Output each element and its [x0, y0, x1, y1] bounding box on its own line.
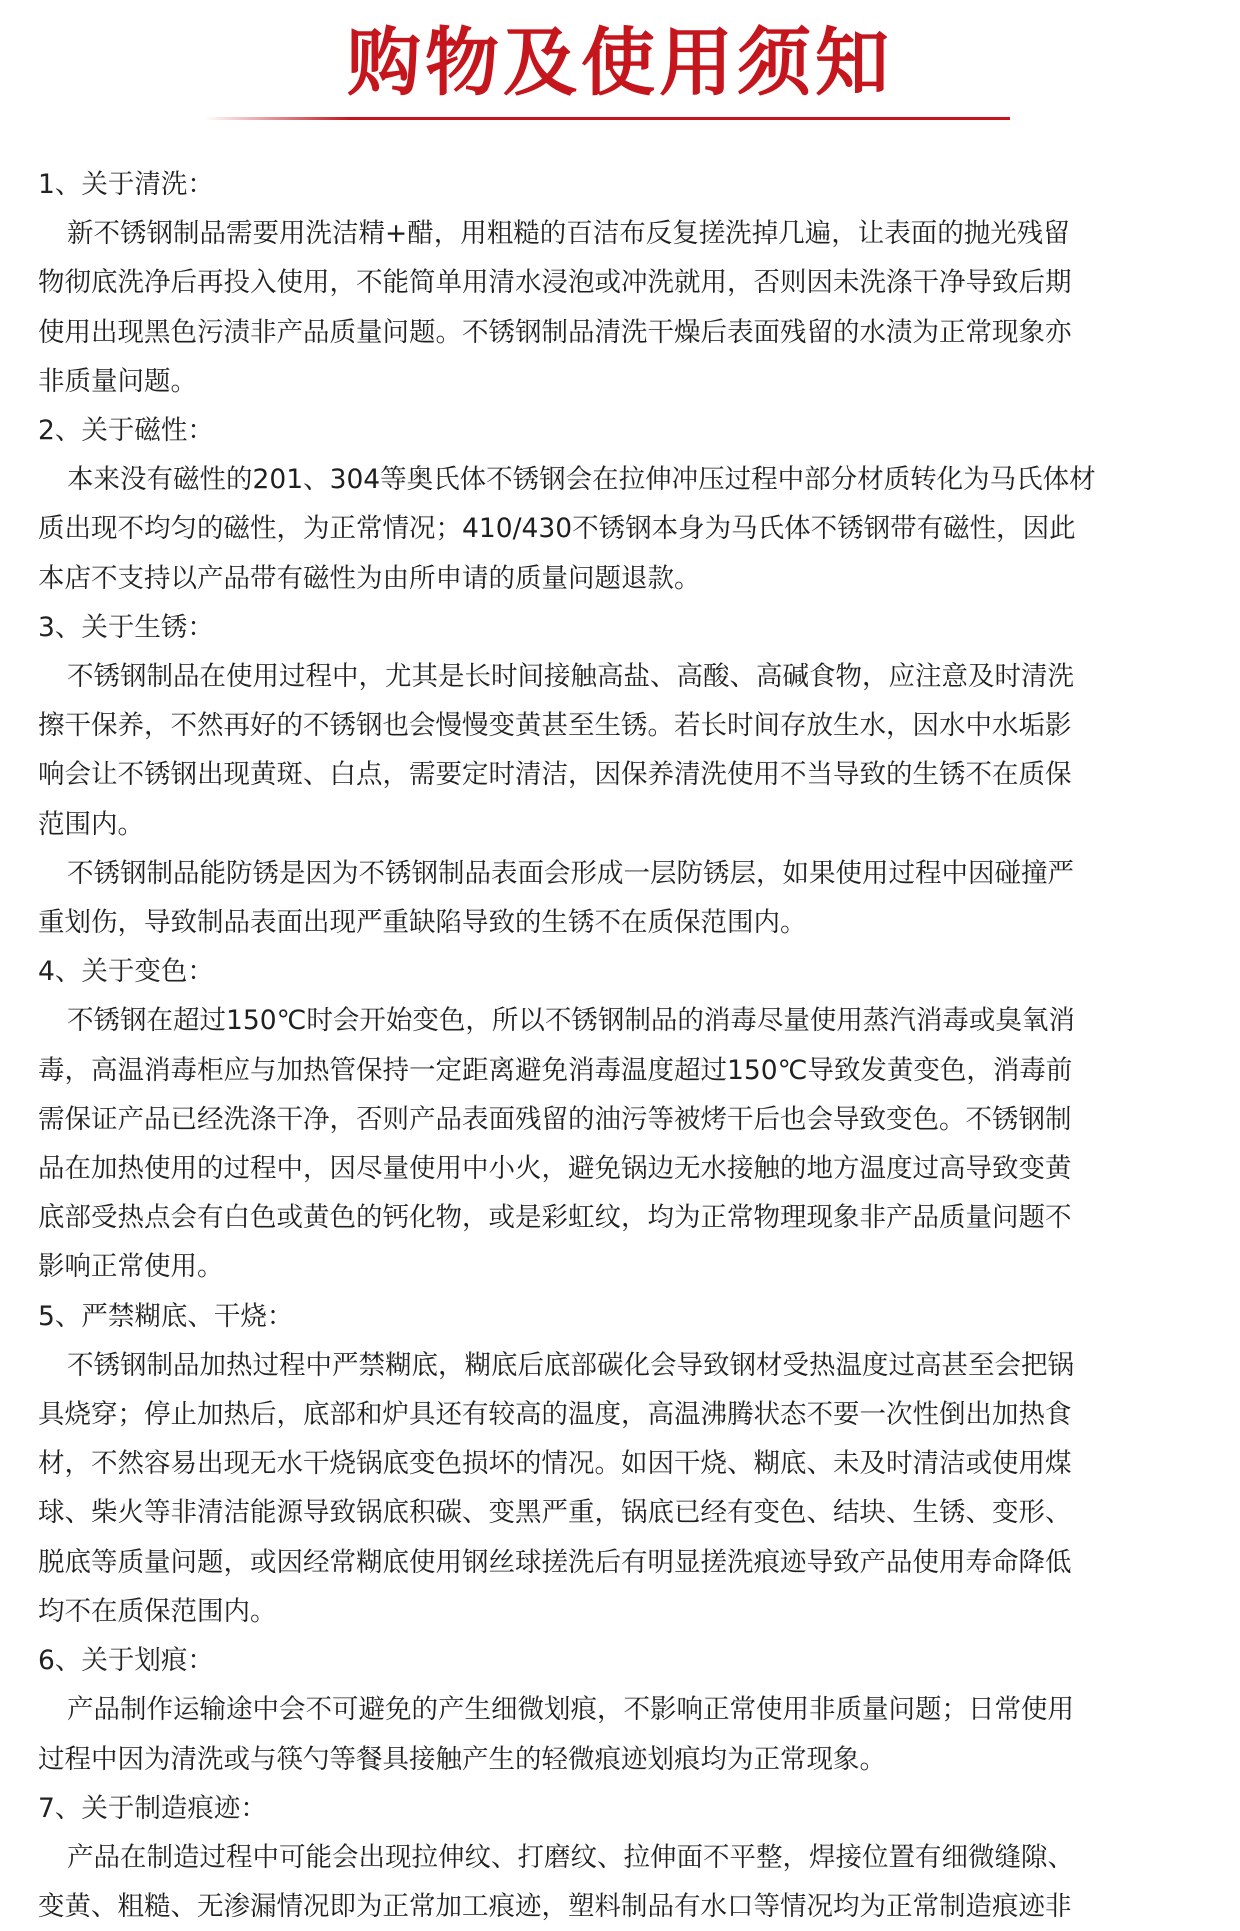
section-cleaning [38, 160, 1198, 406]
section-paragraph [38, 1685, 1198, 1783]
page-title: 购物及使用须知 [347, 20, 893, 106]
paragraph-line: 过程中因为清洗或与筷勺等餐具接触产生的轻微痕迹划痕均为正常现象。 [38, 1743, 886, 1775]
paragraph-line: 产品制作运输途中会不可避免的产生细微划痕，不影响正常使用非质量问题；日常使用 [67, 1694, 1074, 1726]
paragraph-line: 不锈钢制品加热过程中严禁糊底，糊底后底部碳化会导致钢材受热温度过高甚至会把锅 [67, 1349, 1074, 1381]
paragraph-line: 不锈钢制品能防锈是因为不锈钢制品表面会形成一层防锈层，如果使用过程中因碰撞严 [67, 857, 1074, 889]
paragraph-line: 球、柴火等非清洁能源导致锅底积碳、变黑严重，锅底已经有变色、结块、生锈、变形、 [38, 1497, 1072, 1529]
paragraph-line: 本店不支持以产品带有磁性为由所申请的质量问题退款。 [38, 562, 701, 594]
section-heading: 2、关于磁性： [38, 415, 214, 447]
section-heading: 6、关于划痕： [38, 1645, 214, 1677]
paragraph-line: 影响正常使用。 [38, 1251, 224, 1283]
section-discoloration [38, 947, 1198, 1291]
section-heading: 4、关于变色： [38, 956, 214, 988]
paragraph-line: 底部受热点会有白色或黄色的钙化物，或是彩虹纹，均为正常物理现象非产品质量问题不 [38, 1202, 1072, 1234]
paragraph-line: 响会让不锈钢出现黄斑、白点，需要定时清洁，因保养清洗使用不当导致的生锈不在质保 [38, 759, 1072, 791]
paragraph-line: 质出现不均匀的磁性，为正常情况；410/430不锈钢本身为马氏体不锈钢带有磁性，因此 [38, 513, 1076, 545]
section-heading: 1、关于清洗： [38, 169, 214, 200]
paragraph-line: 新不锈钢制品需要用洗洁精+醋，用粗糙的百洁布反复搓洗掉几遍，让表面的抛光残留 [67, 218, 1070, 250]
paragraph-line: 脱底等质量问题，或因经常糊底使用钢丝球搓洗后有明显搓洗痕迹导致产品使用寿命降低 [38, 1546, 1072, 1578]
section-heading: 5、严禁糊底、干烧： [38, 1300, 294, 1332]
section-paragraph [38, 455, 1198, 603]
section-paragraph [38, 996, 1198, 1291]
section-no-dry-burning [38, 1292, 1198, 1636]
paragraph-line: 产品在制造过程中可能会出现拉伸纹、打磨纹、拉伸面不平整，焊接位置有细微缝隙、 [67, 1841, 1074, 1873]
section-magnetism [38, 406, 1198, 603]
notice-content [38, 160, 1198, 1931]
section-paragraph [38, 1341, 1198, 1636]
paragraph-line: 本来没有磁性的201、304等奥氏体不锈钢会在拉伸冲压过程中部分材质转化为马氏体材 [67, 464, 1096, 496]
section-scratches [38, 1636, 1198, 1784]
paragraph-line: 范围内。 [38, 808, 144, 840]
paragraph-line: 非质量问题。 [38, 365, 197, 397]
paragraph-line: 使用出现黑色污渍非产品质量问题。不锈钢制品清洗干燥后表面残留的水渍为正常现象亦 [38, 316, 1072, 348]
section-paragraph [38, 209, 1198, 406]
paragraph-line: 变黄、粗糙、无渗漏情况即为正常加工痕迹，塑料制品有水口等情况均为正常制造痕迹非 [38, 1891, 1072, 1923]
title-divider [205, 117, 1010, 120]
section-paragraph [38, 1833, 1198, 1931]
paragraph-line: 需保证产品已经洗涤干净，否则产品表面残留的油污等被烤干后也会导致变色。不锈钢制 [38, 1103, 1072, 1135]
paragraph-line: 不锈钢制品在使用过程中，尤其是长时间接触高盐、高酸、高碱食物，应注意及时清洗 [67, 661, 1074, 693]
paragraph-line: 均不在质保范围内。 [38, 1595, 277, 1627]
paragraph-line: 毒，高温消毒柜应与加热管保持一定距离避免消毒温度超过150℃导致发黄变色，消毒前 [38, 1054, 1073, 1086]
section-paragraph [38, 849, 1198, 947]
paragraph-line: 具烧穿；停止加热后，底部和炉具还有较高的温度，高温沸腾状态不要一次性倒出加热食 [38, 1399, 1072, 1431]
section-rust [38, 603, 1198, 947]
paragraph-line: 品在加热使用的过程中，因尽量使用中小火，避免锅边无水接触的地方温度过高导致变黄 [38, 1153, 1072, 1185]
paragraph-line: 擦干保养，不然再好的不锈钢也会慢慢变黄甚至生锈。若长时间存放生水，因水中水垢影 [38, 710, 1072, 742]
section-heading: 7、关于制造痕迹： [38, 1792, 267, 1824]
paragraph-line: 物彻底洗净后再投入使用，不能简单用清水浸泡或冲洗就用，否则因未洗涤干净导致后期 [38, 267, 1072, 299]
paragraph-line: 材，不然容易出现无水干烧锅底变色损坏的情况。如因干烧、糊底、未及时清洁或使用煤 [38, 1448, 1072, 1480]
section-heading: 3、关于生锈： [38, 611, 214, 643]
paragraph-line: 重划伤，导致制品表面出现严重缺陷导致的生锈不在质保范围内。 [38, 907, 807, 939]
section-paragraph [38, 652, 1198, 849]
section-manufacturing-marks [38, 1784, 1198, 1931]
paragraph-line: 不锈钢在超过150℃时会开始变色，所以不锈钢制品的消毒尽量使用蒸汽消毒或臭氧消 [67, 1005, 1075, 1037]
